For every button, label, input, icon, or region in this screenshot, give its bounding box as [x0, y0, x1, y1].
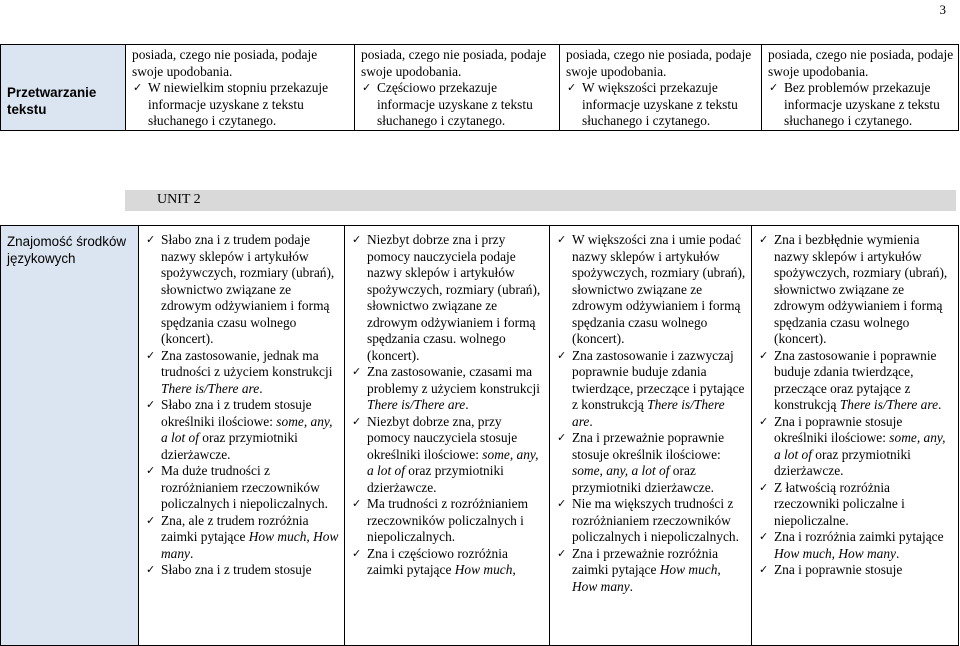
cell-lead-text: posiada, czego nie posiada, podaje swoje upodobania. [566, 47, 752, 79]
item-tail-text: . [589, 413, 593, 429]
level-cell-1 [139, 226, 345, 646]
item-italic-text: There is/There are [572, 397, 725, 429]
item-italic-text: some, any, a lot of [774, 430, 946, 462]
item-italic-text: some, any, a lot of [367, 446, 539, 478]
item-text: Zna i bezbłędnie wymienia nazwy sklepów i artykułów spożywczych, rozmiary (ubrań), słownictwo związane ze zdrowym odżywianiem i formą spędzania czasu wolnego (koncert). [774, 232, 948, 346]
level-cell-2 [345, 226, 550, 646]
item-text: Zna i poprawnie stosuje określniki ilościowe: [774, 413, 903, 445]
list-item [572, 430, 747, 496]
criteria-list [758, 232, 954, 579]
item-tail-text: . [629, 578, 634, 594]
item-italic-text: How much, How many [774, 545, 896, 561]
list-item [367, 546, 545, 579]
list-item: ✓ Bez problemów przekazuje informacje uzyskane z tekstu słuchanego i czytanego. [784, 80, 954, 130]
unit-heading-bar [125, 190, 956, 211]
list-item [161, 463, 340, 513]
item-text: Słabo zna i z trudem stosuje określniki ilościowe: [161, 397, 312, 429]
list-item [572, 546, 747, 596]
cell-lead-text: posiada, czego nie posiada, podaje swoje upodobania. [361, 47, 547, 79]
list-item [161, 562, 340, 579]
processing-row [1, 45, 959, 131]
item-italic-text: There is/There are [839, 397, 939, 412]
language-table [0, 225, 959, 646]
unit-heading: UNIT 2 [157, 192, 201, 207]
list-item: ✓ W niewielkim stopniu przekazuje informacje uzyskane z tekstu słuchanego i czytanego. [148, 80, 350, 130]
list-item [572, 232, 747, 348]
row-label-language: Znajomość środków językowych [1, 226, 139, 646]
list-item [774, 414, 954, 480]
item-text: Słabo zna i z trudem stosuje [161, 562, 312, 577]
cell-lead-text: posiada, czego nie posiada, podaje swoje upodobania. [132, 47, 318, 79]
list-item [161, 513, 340, 563]
language-row [1, 226, 959, 646]
list-item [367, 364, 545, 414]
item-tail-text: oraz przymiotniki dzierżawcze. [572, 463, 715, 495]
item-text: Niezbyt dobrze zna, przy pomocy nauczyciela stosuje określniki ilościowe: [367, 413, 518, 462]
item-text: Zna zastosowanie i poprawnie buduje zdania twierdzące, przeczące oraz pytające z konstrukcją [774, 347, 937, 412]
list-item [367, 496, 545, 546]
list-item [774, 348, 954, 414]
level-cell-4 [752, 226, 959, 646]
item-text: Zna i przeważnie rozróżnia zaimki pytające [572, 545, 719, 577]
item-tail-text: oraz przymiotniki dzierżawcze. [774, 446, 911, 478]
item-text: Zna i poprawnie stosuje [774, 562, 903, 577]
item-italic-text: How much, How many [572, 562, 721, 594]
item-tail-text: . [259, 380, 263, 396]
item-italic-text: How much, How many [161, 529, 339, 561]
list-item [367, 232, 545, 364]
item-text: Słabo zna i z trudem podaje nazwy sklepów i artykułów spożywczych, rozmiary (ubrań), słownictwo związane ze zdrowym odżywianiem i formą spędzania czasu wolnego (koncert). [161, 232, 335, 346]
item-text: Niezbyt dobrze zna i przy pomocy nauczyciela podaje nazwy sklepów i artykułów spożywczych, rozmiary (ubrań), słownictwo związane ze zdrowym odżywianiem i formą spędzania czasu. wolnego (koncert). [367, 232, 541, 363]
item-text: Zna zastosowanie, jednak ma trudności z użyciem konstrukcji [161, 347, 333, 379]
page-number: 3 [939, 2, 946, 17]
criteria-list [351, 232, 545, 579]
cell-lead-text: posiada, czego nie posiada, podaje swoje upodobania. [768, 47, 954, 79]
list-item [774, 480, 954, 530]
criteria-list [145, 232, 340, 579]
list-item [774, 562, 954, 579]
criteria-list [556, 232, 747, 595]
list-item [367, 414, 545, 497]
list-item [161, 348, 340, 398]
item-italic-text: some, any, a lot of [572, 463, 670, 478]
item-text: Nie ma większych trudności z rozróżnianiem rzeczowników policzalnych i niepoliczalnych. [572, 496, 739, 544]
list-item [161, 232, 340, 348]
item-tail-text: oraz przymiotniki dzierżawcze. [161, 430, 298, 462]
item-text: Zna zastosowanie i zazwyczaj poprawnie buduje zdania twierdzące, przeczące i pytające z konstrukcją [572, 347, 745, 412]
item-text: Zna i przeważnie poprawnie stosuje określnik ilościowe: [572, 430, 725, 462]
item-italic-text: some, any, a lot of [161, 413, 333, 445]
item-text: Ma duże trudności z rozróżnianiem rzeczowników policzalnych i niepoliczalnych. [161, 463, 328, 511]
level-cell-3 [550, 226, 752, 646]
level-cell-3 [560, 45, 762, 131]
item-text: Zna i częściowo rozróżnia zaimki pytające [367, 545, 508, 577]
list-item [572, 348, 747, 431]
item-tail-text: . [190, 545, 194, 561]
item-text: Zna zastosowanie, czasami ma problemy z użyciem konstrukcji [367, 364, 540, 396]
item-text: Zna, ale z trudem rozróżnia zaimki pytające [161, 512, 309, 544]
item-text: Ma trudności z rozróżnianiem rzeczowników policzalnych i niepoliczalnych. [367, 496, 529, 544]
level-cell-4 [762, 45, 959, 131]
list-item [774, 529, 954, 562]
item-tail-text: oraz przymiotniki dzierżawcze. [367, 463, 504, 495]
item-tail-text: . [938, 397, 942, 412]
item-italic-text: How much, [454, 562, 516, 577]
list-item [774, 232, 954, 348]
item-tail-text: . [896, 545, 900, 561]
processing-table [0, 44, 959, 131]
item-text: Z łatwością rozróżnia rzeczowniki policzalne i niepoliczalne. [774, 479, 905, 528]
list-item: ✓ Częściowo przekazuje informacje uzyskane z tekstu słuchanego i czytanego. [377, 80, 555, 130]
level-cell-2 [355, 45, 560, 131]
level-cell-1 [126, 45, 355, 131]
item-text: W większości zna i umie podać nazwy sklepów i artykułów spożywczych, rozmiary (ubrań), słownictwo związane ze zdrowym odżywianiem i formą spędzania czasu wolnego (koncert). [572, 232, 746, 346]
list-item [161, 397, 340, 463]
row-label-processing: Przetwarzanie tekstu [1, 45, 126, 131]
list-item: ✓ W większości przekazuje informacje uzyskane z tekstu słuchanego i czytanego. [582, 80, 757, 130]
item-tail-text: . [465, 397, 469, 412]
item-text: Zna i rozróżnia zaimki pytające [774, 529, 944, 544]
item-italic-text: There is/There are [161, 380, 260, 396]
list-item [572, 496, 747, 546]
item-italic-text: There is/There are [367, 397, 466, 412]
